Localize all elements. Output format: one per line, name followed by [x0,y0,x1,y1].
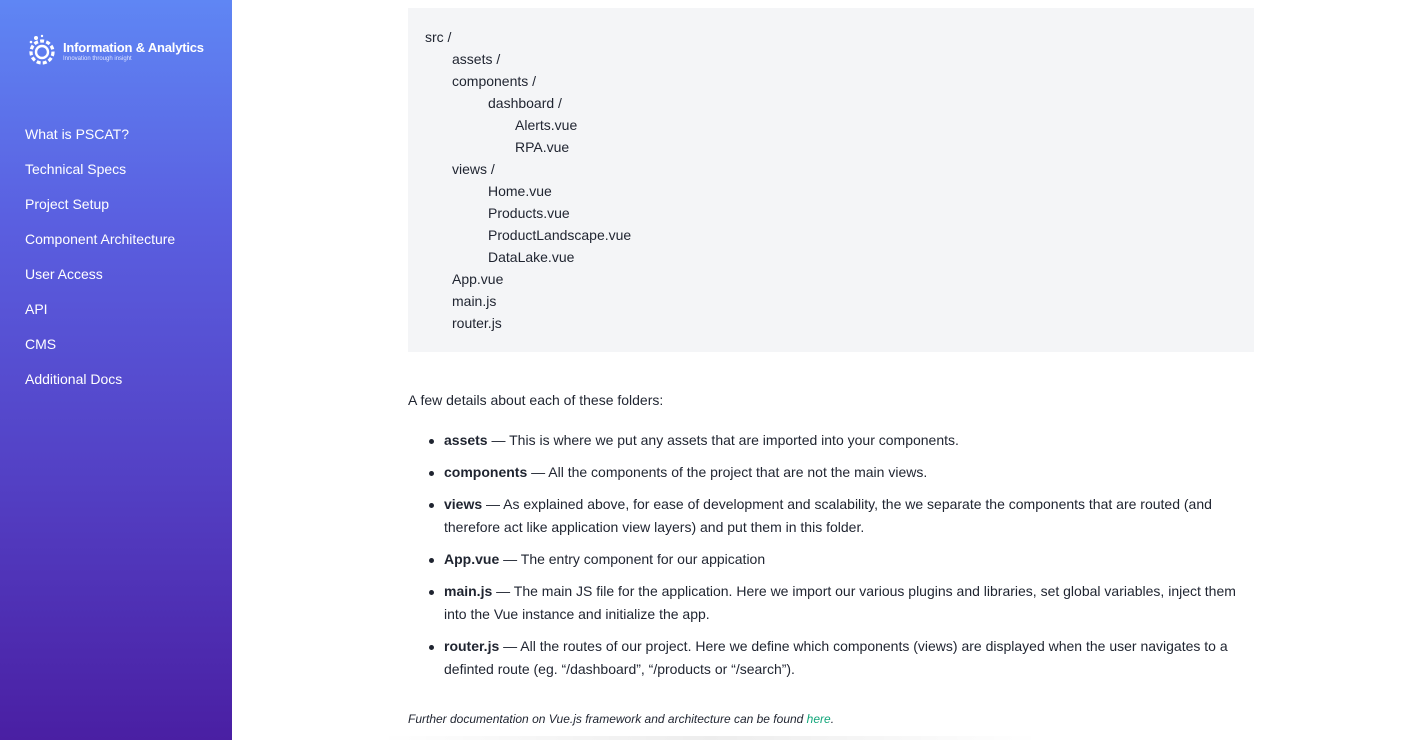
tree-item: router.js [452,315,502,331]
tree-item: assets / [452,51,501,67]
list-item-desc: — All the components of the project that are not the main views. [527,464,928,480]
brand-logo[interactable] [24,33,204,69]
tree-item: Alerts.vue [515,117,578,133]
list-item [444,461,1244,484]
sidebar-item-user-access[interactable]: User Access [25,266,103,282]
sidebar-item-technical-specs[interactable]: Technical Specs [25,161,127,177]
docs-link[interactable]: here [806,712,831,726]
list-item [444,635,1244,681]
list-item-desc: — The main JS file for the application. Here we import our various plugins and libraries, set global variables, inject them into the Vue instance and initialize the app. [444,583,1236,622]
sidebar-item-api[interactable]: API [25,301,48,317]
sidebar-item-project-setup[interactable]: Project Setup [25,196,110,212]
tree-item: components / [452,73,537,89]
tree-item: views / [452,161,495,177]
list-item-desc: — This is where we put any assets that are imported into your components. [487,432,959,448]
intro-text: A few details about each of these folders: [408,392,664,408]
tree-item: main.js [452,293,497,309]
list-item [444,493,1244,539]
folder-tree [425,27,631,335]
list-item [444,548,1244,571]
tree-item: dashboard / [488,95,562,111]
logo-icon [24,33,60,69]
list-item-term: assets [444,432,488,448]
list-item-term: main.js [444,583,493,599]
brand-subtitle: Innovation through insight [63,55,132,62]
tree-item: RPA.vue [515,139,570,155]
tree-item: Products.vue [488,205,570,221]
list-item [444,580,1244,626]
sidebar [0,0,232,740]
folder-tree-code-block [408,8,1254,352]
sidebar-nav [25,126,175,406]
list-item-desc: — All the routes of our project. Here we define which components (views) are displayed when the user navigates to a definted route (eg. “/dashboard”, “/products or “/search”). [444,638,1228,677]
footer-text: Further documentation on Vue.js framework and architecture can be found [408,712,807,726]
tree-item: Home.vue [488,183,552,199]
folder-details-list [444,429,1244,690]
sidebar-item-cms[interactable]: CMS [25,336,57,352]
scroll-shadow [380,736,1040,740]
sidebar-item-what-is-pscat[interactable]: What is PSCAT? [25,126,129,142]
sidebar-item-component-architecture[interactable]: Component Architecture [25,231,176,247]
tree-item: ProductLandscape.vue [488,227,632,243]
list-item-term: views [444,496,483,512]
list-item-term: components [444,464,528,480]
list-item [444,429,1244,452]
footer-note [408,711,834,727]
tree-item: DataLake.vue [488,249,575,265]
list-item-term: router.js [444,638,500,654]
tree-item: src / [425,29,452,45]
list-item-term: App.vue [444,551,500,567]
tree-item: App.vue [452,271,504,287]
footer-end: . [830,712,835,726]
list-item-desc: — As explained above, for ease of development and scalability, the we separate the components that are routed (and therefore act like application view layers) and put them in this folder. [444,496,1212,535]
list-item-desc: — The entry component for our appication [499,551,766,567]
sidebar-item-additional-docs[interactable]: Additional Docs [25,371,123,387]
brand-title: Information & Analytics [63,39,204,55]
